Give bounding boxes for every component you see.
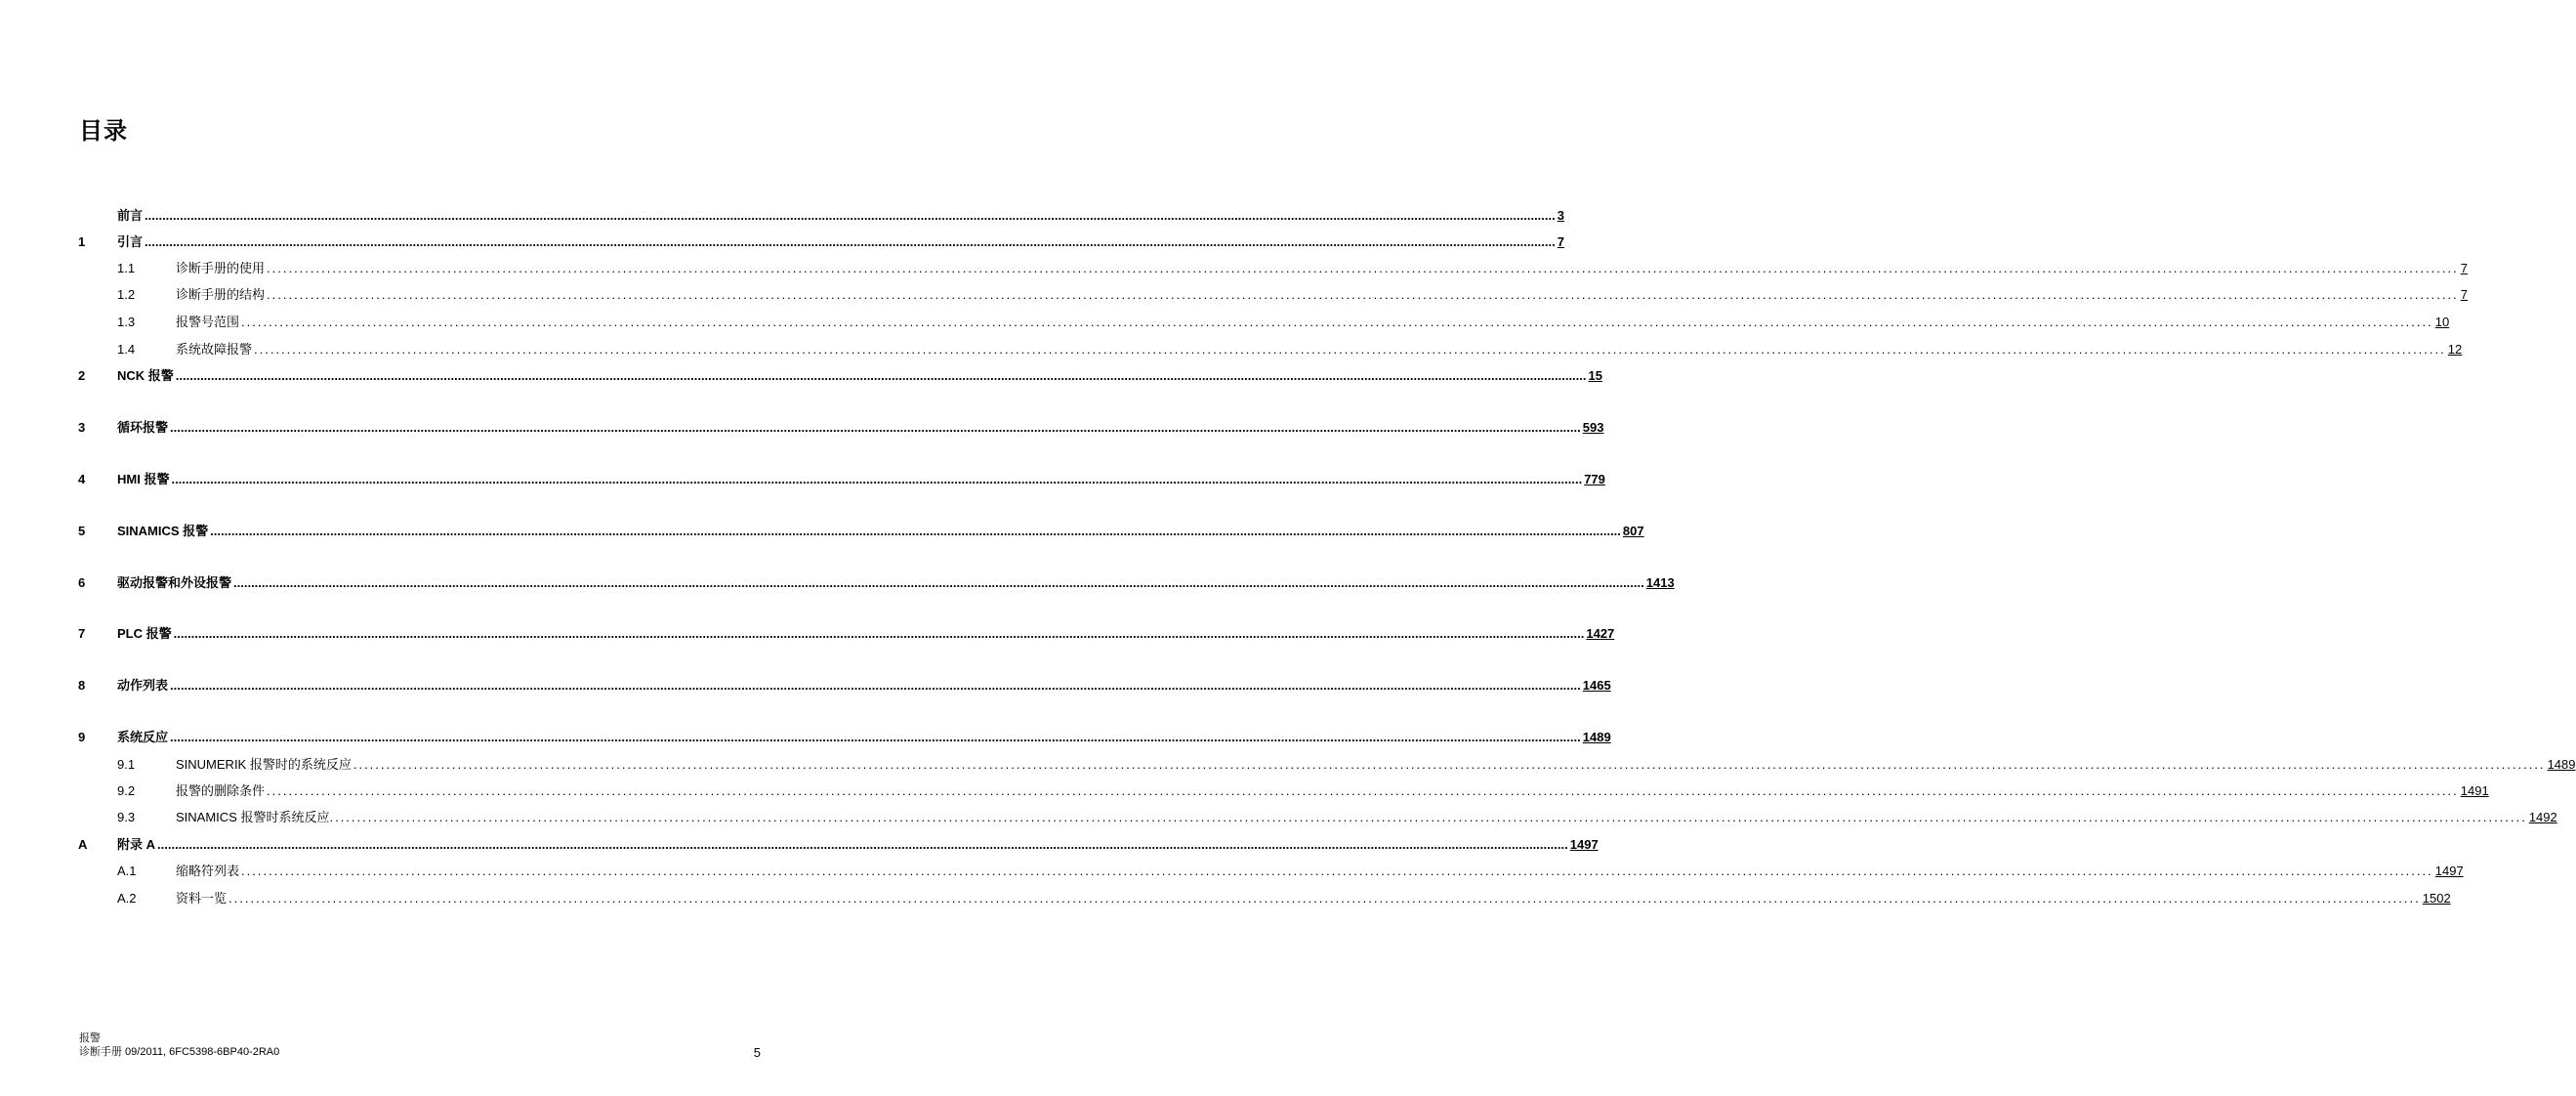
toc-entry-number: 1.2: [117, 287, 136, 302]
toc-entry-label: 动作列表: [117, 678, 169, 693]
toc-leader-dots: ................................................................................................................................................................................................................................................................................................................................................................................................................: [170, 420, 1581, 435]
toc-page-link[interactable]: 1489: [1582, 730, 1611, 744]
toc-entry[interactable]: [0, 862, 2464, 881]
toc-entry[interactable]: [0, 676, 1611, 696]
toc-page-link[interactable]: 593: [1582, 420, 1604, 435]
toc-entry-label: 循环报警: [117, 420, 169, 435]
toc-leader-dots: ................................................................................................................................................................................................................................................................................................................................................................................................................: [170, 730, 1581, 744]
toc-leader-dots: ................................................................................................................................................................................................................................................................................................................................................................................................................: [233, 575, 1644, 590]
toc-entry-number: 2: [78, 368, 86, 383]
toc-leader-dots: ................................................................................................................................................................................................................................................................................................................................................................................................................: [170, 678, 1581, 693]
toc-entry-number: 1.3: [117, 315, 136, 329]
toc-entry-label: 资料一览: [176, 891, 228, 906]
toc-entry[interactable]: [0, 470, 1605, 489]
toc-leader-dots: ................................................................................................................................................................................................................................................................................................................................................................................................................: [241, 315, 2433, 329]
toc-leader-dots: ................................................................................................................................................................................................................................................................................................................................................................................................................: [335, 810, 2527, 824]
toc-entry[interactable]: [0, 573, 1675, 593]
toc-leader-dots: ................................................................................................................................................................................................................................................................................................................................................................................................................: [157, 837, 1568, 852]
toc-page-link[interactable]: 7: [2460, 287, 2468, 302]
toc-page-link[interactable]: 7: [1557, 234, 1564, 249]
toc-entry[interactable]: [0, 285, 2468, 305]
toc-page-link[interactable]: 1489: [2547, 757, 2576, 772]
toc-entry-number: 4: [78, 472, 86, 486]
toc-entry-number: A.2: [117, 891, 137, 906]
toc-entry-label: 附录 A: [117, 837, 156, 852]
toc-entry-label: SINUMERIK 报警时的系统反应: [176, 757, 352, 772]
toc-entry-label: NCK 报警: [117, 368, 174, 383]
toc-entry-label: 报警的删除条件: [176, 783, 266, 798]
toc-entry-number: 9.1: [117, 757, 136, 772]
toc-page-link[interactable]: 12: [2447, 342, 2463, 357]
toc-entry-number: 7: [78, 626, 86, 641]
toc-page-link[interactable]: 10: [2434, 315, 2450, 329]
toc-entry-label: 系统故障报警: [176, 342, 253, 357]
toc-leader-dots: ................................................................................................................................................................................................................................................................................................................................................................................................................: [175, 368, 1587, 383]
toc-page-link[interactable]: 7: [2460, 261, 2468, 275]
toc-entry-label: 缩略符列表: [176, 864, 240, 878]
page-title: 目录: [79, 118, 128, 145]
toc-leader-dots: ................................................................................................................................................................................................................................................................................................................................................................................................................: [145, 234, 1556, 249]
toc-entry-number: 3: [78, 420, 86, 435]
toc-page-link[interactable]: 1491: [2460, 783, 2489, 798]
toc-entry-label: SINAMICS 报警时系统反应.: [176, 810, 334, 824]
toc-leader-dots: ................................................................................................................................................................................................................................................................................................................................................................................................................: [210, 524, 1621, 538]
toc-entry[interactable]: [0, 728, 1611, 747]
toc-entry-number: 8: [78, 678, 86, 693]
toc-page-link[interactable]: 1497: [2434, 864, 2464, 878]
footer: [79, 1032, 279, 1059]
toc-leader-dots: ................................................................................................................................................................................................................................................................................................................................................................................................................: [267, 783, 2459, 798]
toc-leader-dots: ................................................................................................................................................................................................................................................................................................................................................................................................................: [171, 472, 1583, 486]
toc-entry-label: 诊断手册的使用: [176, 261, 266, 275]
toc-entry[interactable]: [0, 418, 1604, 438]
toc-entry-number: 1.4: [117, 342, 136, 357]
toc-entry-label: 驱动报警和外设报警: [117, 575, 232, 590]
toc-leader-dots: ................................................................................................................................................................................................................................................................................................................................................................................................................: [267, 261, 2459, 275]
toc-leader-dots: ................................................................................................................................................................................................................................................................................................................................................................................................................: [173, 626, 1585, 641]
toc-page-link[interactable]: 1465: [1582, 678, 1611, 693]
toc-page-link[interactable]: 15: [1588, 368, 1602, 383]
toc-entry[interactable]: [0, 781, 2489, 801]
toc-leader-dots: ................................................................................................................................................................................................................................................................................................................................................................................................................: [145, 208, 1556, 223]
footer-doc-info: 诊断手册 09/2011, 6FC5398-6BP40-2RA0: [79, 1046, 280, 1058]
toc-entry-number: A: [78, 837, 88, 852]
toc-entry-label: SINAMICS 报警: [117, 524, 209, 538]
toc-entry[interactable]: [0, 366, 1602, 386]
toc-entry-number: 9.2: [117, 783, 136, 798]
toc-entry-label: 报警号范围: [176, 315, 240, 329]
toc-entry-number: A.1: [117, 864, 137, 878]
toc-entry-number: 9.3: [117, 810, 136, 824]
footer-doc-title: 报警: [79, 1033, 101, 1044]
toc-leader-dots: ................................................................................................................................................................................................................................................................................................................................................................................................................: [229, 891, 2421, 906]
toc-entry[interactable]: [0, 206, 1564, 226]
toc-leader-dots: ................................................................................................................................................................................................................................................................................................................................................................................................................: [241, 864, 2433, 878]
toc-page-link[interactable]: 1413: [1645, 575, 1675, 590]
toc-page-link[interactable]: 1492: [2528, 810, 2557, 824]
toc-entry[interactable]: [0, 340, 2463, 359]
toc-entry-number: 6: [78, 575, 86, 590]
toc-page-link[interactable]: 1427: [1586, 626, 1615, 641]
page-number: 5: [753, 1045, 761, 1060]
toc-page-link[interactable]: 1497: [1569, 837, 1599, 852]
toc-entry-number: 5: [78, 524, 86, 538]
toc-entry-number: 1: [78, 234, 86, 249]
toc-page-link[interactable]: 3: [1557, 208, 1564, 223]
toc-page-link[interactable]: 1502: [2422, 891, 2451, 906]
toc-entry[interactable]: [0, 313, 2450, 332]
toc-entry[interactable]: [0, 889, 2451, 908]
toc-entry-label: 系统反应: [117, 730, 169, 744]
toc-entry-label: 诊断手册的结构: [176, 287, 266, 302]
toc-entry[interactable]: [0, 522, 1644, 541]
toc-entry[interactable]: [0, 835, 1599, 855]
toc-entry[interactable]: [0, 232, 1564, 252]
toc-leader-dots: ................................................................................................................................................................................................................................................................................................................................................................................................................: [353, 757, 2546, 772]
toc-entry-number: 9: [78, 730, 86, 744]
toc-leader-dots: ................................................................................................................................................................................................................................................................................................................................................................................................................: [254, 342, 2446, 357]
toc-page-link[interactable]: 807: [1622, 524, 1644, 538]
toc-page-link[interactable]: 779: [1584, 472, 1605, 486]
toc-entry-label: 引言: [117, 234, 144, 249]
toc-entry[interactable]: [0, 624, 1615, 644]
toc-entry-label: 前言: [117, 208, 144, 223]
toc-entry-number: 1.1: [117, 261, 136, 275]
toc-entry-label: HMI 报警: [117, 472, 170, 486]
toc-entry[interactable]: [0, 808, 2557, 827]
toc-entry-label: PLC 报警: [117, 626, 172, 641]
toc-entry[interactable]: [0, 259, 2468, 278]
toc-entry[interactable]: [0, 755, 2576, 775]
toc-leader-dots: ................................................................................................................................................................................................................................................................................................................................................................................................................: [267, 287, 2459, 302]
